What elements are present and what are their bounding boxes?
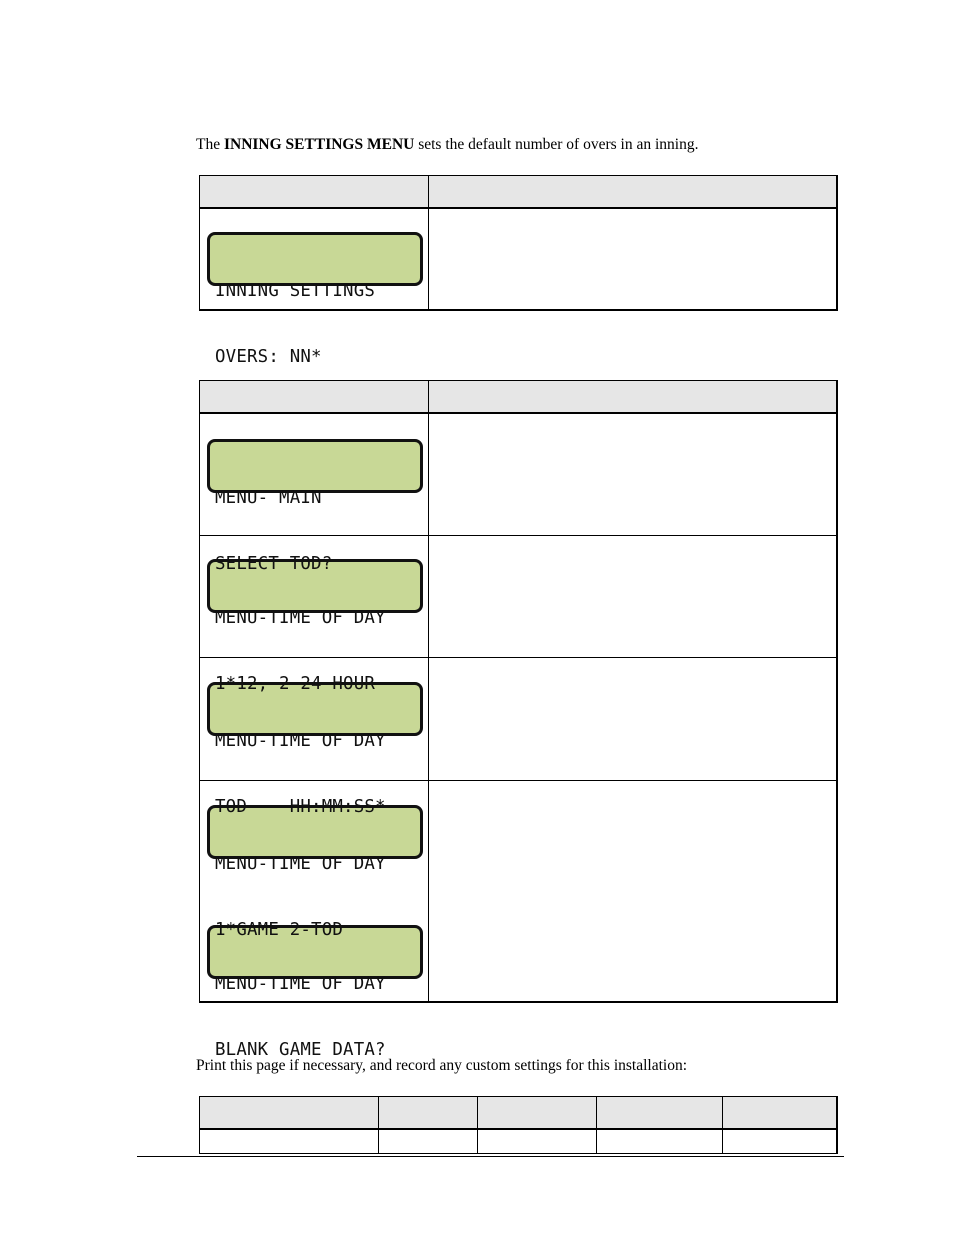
settings-cell-1 (200, 1129, 379, 1153)
inning-table-header-display (200, 176, 429, 209)
description-cell (429, 657, 837, 780)
lcd-cell (200, 208, 429, 367)
settings-cell-4 (597, 1129, 723, 1153)
tod-table-header-display (200, 381, 429, 414)
lcd-line-2: 1*GAME 2-TOD (215, 919, 344, 940)
print-note: Print this page if necessary, and record any custom settings for this installation: (196, 1057, 688, 1074)
table-row (200, 208, 837, 310)
settings-cell-5 (723, 1129, 837, 1153)
lcd-line-1: MENU-TIME OF DAY (215, 853, 386, 874)
time-of-day-table (199, 380, 838, 1060)
tod-table-header-description (429, 381, 837, 414)
lcd-line-2: 1*12, 2-24 HOUR (215, 673, 376, 694)
settings-header-4 (597, 1097, 723, 1130)
lcd-display (207, 439, 423, 574)
settings-header-5 (723, 1097, 837, 1130)
table-row (200, 1129, 837, 1153)
lcd-line-1: INNING SETTINGS (215, 281, 376, 301)
settings-cell-2 (379, 1129, 478, 1153)
settings-cell-3 (478, 1129, 597, 1153)
intro-suffix: sets the default number of overs in an inning. (414, 136, 699, 153)
settings-header-2 (379, 1097, 478, 1130)
lcd-line-2: TOD HH:MM:SS* (215, 796, 386, 817)
intro-paragraph (196, 135, 698, 155)
table-row (200, 413, 837, 535)
lcd-line-2: BLANK GAME DATA? (215, 1039, 386, 1060)
description-cell (429, 413, 837, 535)
description-cell (429, 535, 837, 657)
settings-header-1 (200, 1097, 379, 1130)
lcd-line-1: MENU- MAIN (215, 488, 322, 508)
lcd-cell (200, 413, 429, 574)
custom-settings-table (199, 1096, 838, 1154)
lcd-line-1: MENU-TIME OF DAY (215, 607, 386, 628)
intro-prefix: The (196, 136, 224, 153)
lcd-display (207, 232, 423, 367)
inning-settings-table (199, 175, 838, 367)
footer-rule (137, 1156, 844, 1157)
lcd-line-1: MENU-TIME OF DAY (215, 730, 386, 751)
description-cell (429, 208, 837, 310)
description-cell (429, 780, 837, 1002)
lcd-line-2: OVERS: NN* (215, 347, 322, 367)
inning-table-header-description (429, 176, 837, 209)
intro-bold-menu-name: INNING SETTINGS MENU (223, 136, 415, 153)
lcd-line-2: SELECT TOD? (215, 554, 333, 574)
lcd-line-1: MENU-TIME OF DAY (215, 973, 386, 994)
settings-header-3 (478, 1097, 597, 1130)
